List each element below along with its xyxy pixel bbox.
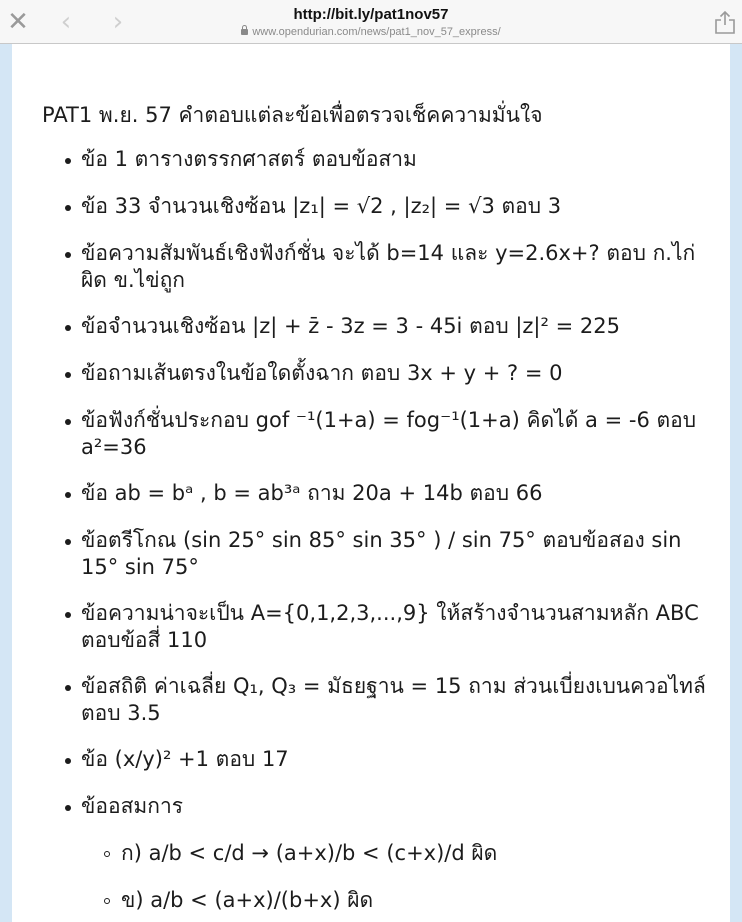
- subitem-text: ข) a/b < (a+x)/(b+x) ผิด: [121, 888, 374, 912]
- bullet-icon: [65, 805, 71, 811]
- answer-item: [81, 600, 706, 654]
- bullet-icon: [65, 325, 71, 331]
- bullet-icon: [65, 492, 71, 498]
- answer-text: ข้อถามเส้นตรงในข้อใดตั้งฉาก ตอบ 3x + y + ? = 0: [81, 361, 563, 385]
- page-url[interactable]: [0, 26, 742, 38]
- bullet-icon: [65, 758, 71, 764]
- bullet-icon: [65, 612, 71, 618]
- answer-item: [81, 407, 706, 461]
- subitem-text: ก) a/b < c/d → (a+x)/b < (c+x)/d ผิด: [121, 841, 498, 865]
- bullet-icon: [65, 158, 71, 164]
- answer-item: [81, 480, 706, 507]
- answer-item: [81, 360, 706, 387]
- answer-text: ข้ออสมการ: [81, 794, 184, 818]
- close-icon[interactable]: ✕: [7, 7, 29, 37]
- answer-item: [81, 240, 706, 294]
- answer-text: ข้อความน่าจะเป็น A={0,1,2,3,...,9} ให้สร้างจำนวนสามหลัก ABC ตอบข้อสี่ 110: [81, 601, 699, 652]
- answer-text: ข้อ 33 จำนวนเชิงซ้อน |z₁| = √2 , |z₂| = √3 ตอบ 3: [81, 194, 562, 218]
- answer-text: ข้อจำนวนเชิงซ้อน |z| + z̄ - 3z = 3 - 45i ตอบ |z|² = 225: [81, 314, 620, 338]
- answer-text: ข้อ ab = bᵃ , b = ab³ᵃ ถาม 20a + 14b ตอบ 66: [81, 481, 543, 505]
- answer-item: [81, 793, 706, 820]
- circle-bullet-icon: [104, 851, 110, 857]
- answer-item: [81, 313, 706, 340]
- answer-subitem: [121, 887, 373, 914]
- lock-icon: [241, 29, 248, 35]
- answer-text: ข้อสถิติ ค่าเฉลี่ย Q₁, Q₃ = มัธยฐาน = 15 ถาม ส่วนเบี่ยงเบนควอไทล์ ตอบ 3.5: [81, 674, 706, 725]
- bullet-icon: [65, 685, 71, 691]
- answer-text: ข้อ (x/y)² +1 ตอบ 17: [81, 747, 289, 771]
- circle-bullet-icon: [104, 898, 110, 904]
- article-page: [12, 44, 730, 922]
- back-arrow-icon[interactable]: ‹: [60, 7, 72, 37]
- answer-item: [81, 673, 706, 727]
- forward-arrow-icon[interactable]: ›: [112, 7, 124, 37]
- answer-item: [81, 146, 706, 173]
- bullet-icon: [65, 419, 71, 425]
- bullet-icon: [65, 539, 71, 545]
- page-url-text: www.opendurian.com/news/pat1_nov_57_express/: [252, 26, 501, 38]
- answer-subitem: [121, 840, 497, 867]
- share-icon[interactable]: [712, 9, 738, 35]
- answer-text: ข้อฟังก์ชั่นประกอบ gof ⁻¹(1+a) = fog⁻¹(1+a) คิดได้ a = -6 ตอบ a²=36: [81, 408, 697, 459]
- bullet-icon: [65, 252, 71, 258]
- answer-text: ข้อความสัมพันธ์เชิงฟังก์ชั่น จะได้ b=14 และ y=2.6x+? ตอบ ก.ไก่ผิด ข.ไข่ถูก: [81, 241, 696, 292]
- article-heading: PAT1 พ.ย. 57 คำตอบแต่ละข้อเพื่อตรวจเช็คความมั่นใจ: [42, 103, 543, 127]
- browser-toolbar: [0, 0, 742, 44]
- answer-text: ข้อตรีโกณ (sin 25° sin 85° sin 35° ) / sin 75° ตอบข้อสอง sin 15° sin 75°: [81, 528, 682, 579]
- page-url-title[interactable]: http://bit.ly/pat1nov57: [293, 6, 449, 23]
- answer-item: [81, 527, 706, 581]
- answer-item: [81, 193, 706, 220]
- answer-text: ข้อ 1 ตารางตรรกศาสตร์ ตอบข้อสาม: [81, 147, 417, 171]
- bullet-icon: [65, 205, 71, 211]
- bullet-icon: [65, 372, 71, 378]
- answer-item: [81, 746, 706, 773]
